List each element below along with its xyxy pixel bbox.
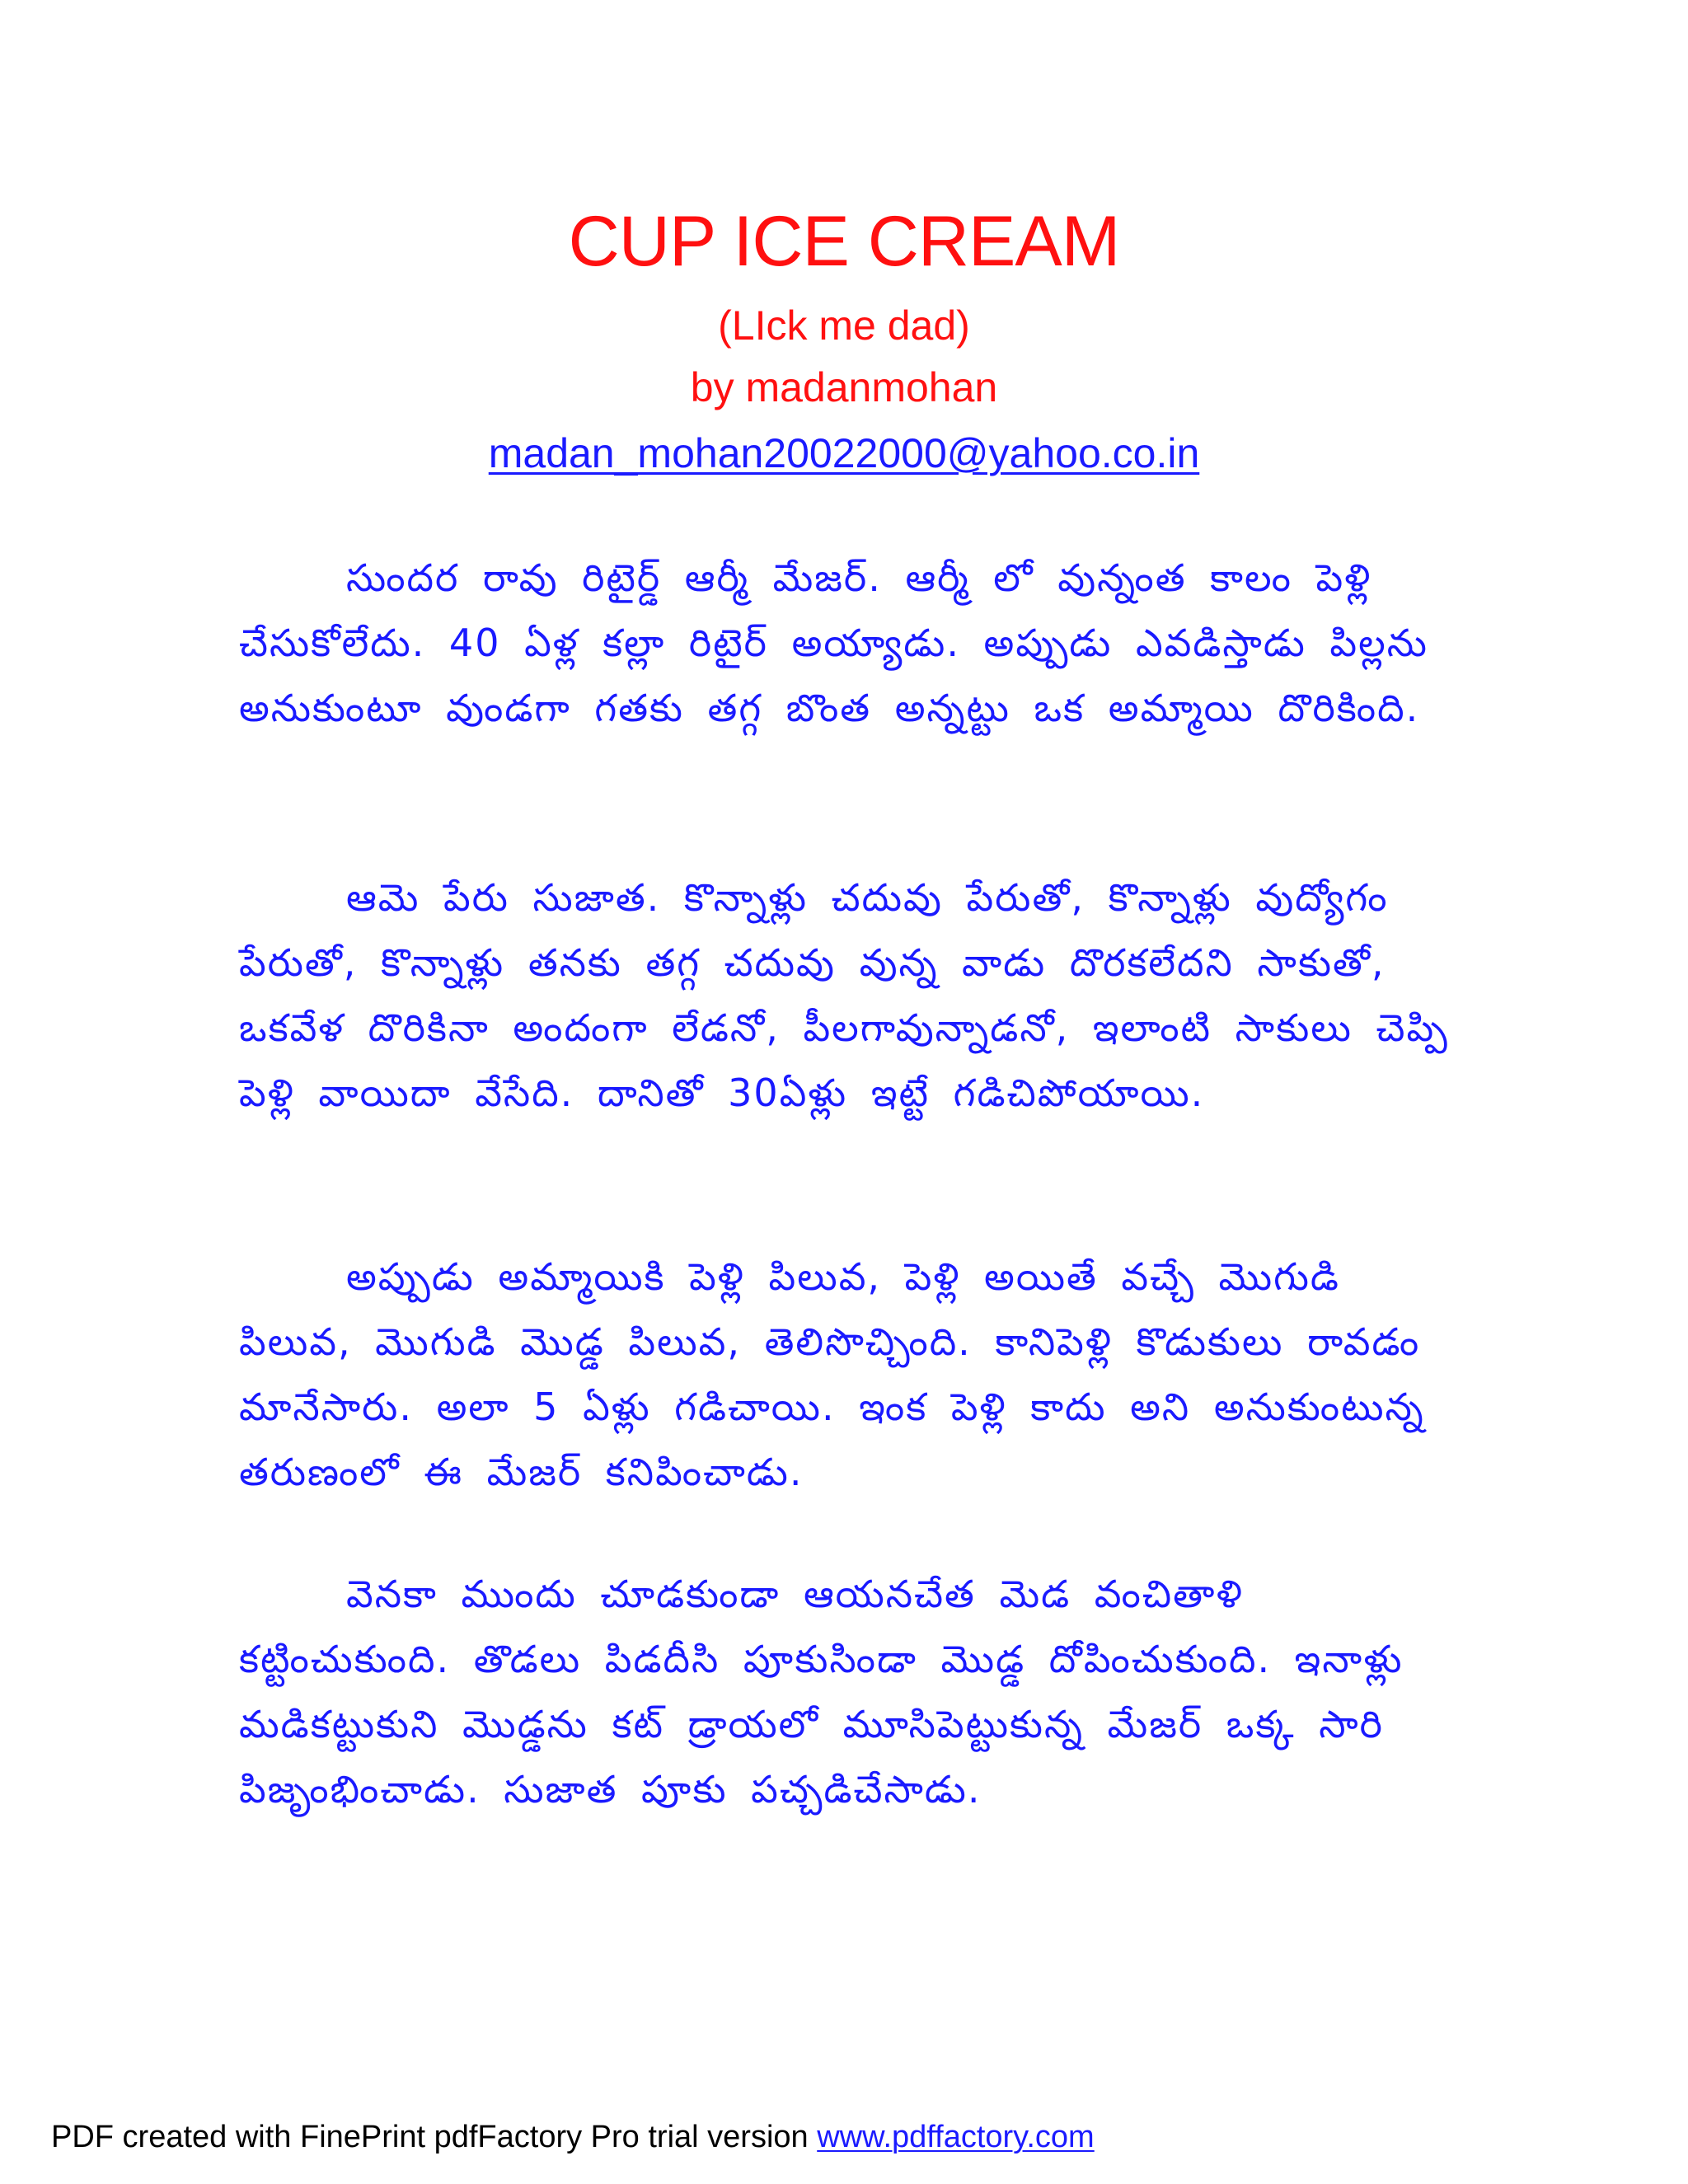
footer-text: PDF created with FinePrint pdfFactory Pro trial version — [51, 2120, 818, 2154]
story-paragraph-4 — [239, 1562, 1459, 1822]
author-email-link[interactable]: madan_mohan20022000@yahoo.co.in — [488, 430, 1200, 476]
story-paragraph-3 — [239, 1244, 1459, 1505]
paragraph-text: అప్పుడు అమ్మాయికి పెళ్లి పిలువ, పెళ్లి అయితే వచ్చే మొగుడి పిలువ, మొగుడి మొడ్డ పిలువ, తెలిసొచ్చింది. కానిపెళ్లి కొడుకులు రావడం మానేసారు. అలా 5 ఏళ్లు గడిచాయి. ఇంక పెళ్లి కాదు అని అనుకుంటున్న తరుణంలో ఈ మేజర్ కనిపించాడు. — [239, 1254, 1425, 1494]
story-paragraph-2 — [239, 865, 1459, 1126]
document-subtitle: (LIck me dad) — [718, 302, 970, 349]
author-byline: by madanmohan — [690, 364, 998, 410]
paragraph-text: వెనకా ముందు చూడకుండా ఆయనచేత మెడ వంచితాళి కట్టించుకుంది. తొడలు పిడదీసి పూకుసిండా మొడ్డ దోపించుకుంది. ఇనాళ్లు మడికట్టుకుని మొడ్డను కట్ డ్రాయలో మూసిపెట్టుకున్న మేజర్ ఒక్క సారి పిజృంభించాడు. సుజాత పూకు పచ్చడిచేసాడు. — [239, 1572, 1404, 1811]
paragraph-text: సుందర రావు రిటైర్డ్ ఆర్మీ మేజర్. ఆర్మీ లో వున్నంత కాలం పెళ్లి చేసుకోలేదు. 40 ఏళ్ల కల్లా రిటైర్ అయ్యాడు. అప్పుడు ఎవడిస్తాడు పిల్లను అనుకుంటూ వుండగా గతకు తగ్గ బొంత అన్నట్టు ఒక అమ్మాయి దొరికింది. — [239, 555, 1428, 730]
story-paragraph-1 — [239, 546, 1459, 741]
author-email — [0, 424, 1688, 482]
pdf-footer — [51, 2116, 1095, 2158]
footer-link[interactable]: www.pdffactory.com — [817, 2120, 1095, 2154]
document-title: CUP ICE CREAM — [568, 202, 1120, 281]
paragraph-text: ఆమె పేరు సుజాత. కొన్నాళ్లు చదువు పేరుతో, కొన్నాళ్లు వుద్యోగం పేరుతో, కొన్నాళ్లు తనకు తగ్గ చదువు వున్న వాడు దొరకలేదని సాకుతో, ఒకవేళ దొరికినా అందంగా లేడనో, పీలగావున్నాడనో, ఇలాంటి సాకులు చెప్పి పెళ్లి వాయిదా వేసేది. దానితో 30ఏళ్లు ఇట్టే గడిచిపోయాయి. — [239, 875, 1449, 1115]
